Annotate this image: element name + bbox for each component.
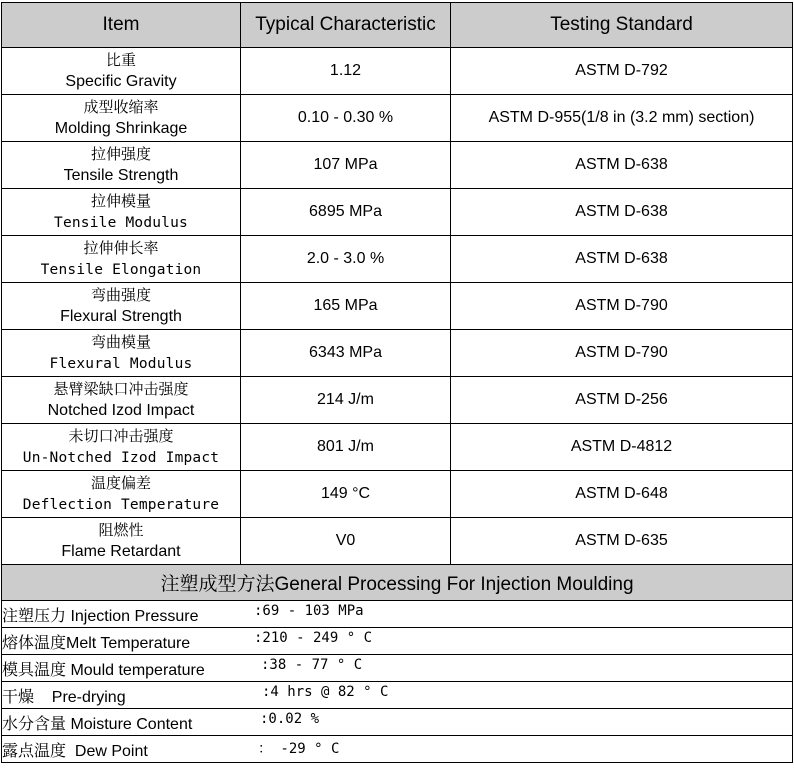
header-testing-standard: Testing Standard (451, 3, 793, 48)
item-name-zh: 悬臂梁缺口冲击强度 (53, 380, 189, 398)
value-cell: 6895 MPa (241, 189, 451, 236)
processing-label: 露点温度 Dew Point (2, 742, 148, 760)
item-name-zh: 阻燃性 (98, 521, 144, 539)
item-name-zh: 弯曲模量 (90, 333, 151, 351)
table-row (2, 424, 793, 471)
item-cell (2, 95, 241, 142)
value-cell: 801 J/m (241, 424, 451, 471)
header-typical-characteristic: Typical Characteristic (241, 3, 451, 48)
processing-section-header (2, 565, 793, 601)
item-cell (2, 189, 241, 236)
item-name-en: Flexural Modulus (49, 356, 193, 372)
processing-value: ： -29 ° C (258, 740, 340, 757)
processing-label: 注塑压力 Injection Pressure (2, 607, 199, 625)
processing-row (2, 682, 793, 709)
processing-row (2, 736, 793, 763)
item-name-zh: 成型收缩率 (83, 98, 159, 116)
value-cell: 149 °C (241, 471, 451, 518)
item-name-en: Deflection Temperature (22, 497, 220, 513)
value-cell: 0.10 - 0.30 % (241, 95, 451, 142)
processing-cell (2, 601, 793, 628)
item-name-zh: 拉伸强度 (90, 145, 151, 163)
processing-value: :38 - 77 ° C (261, 656, 363, 673)
item-cell (2, 236, 241, 283)
item-name-zh: 拉伸伸长率 (83, 239, 159, 257)
processing-label: 模具温度 Mould temperature (2, 661, 205, 679)
item-name-en: Un-Notched Izod Impact (22, 450, 220, 466)
table-row (2, 48, 793, 95)
standard-cell: ASTM D-790 (451, 283, 793, 330)
item-cell (2, 471, 241, 518)
value-cell: V0 (241, 518, 451, 565)
value-cell: 165 MPa (241, 283, 451, 330)
value-cell: 107 MPa (241, 142, 451, 189)
processing-row (2, 655, 793, 682)
item-cell (2, 48, 241, 95)
table-row (2, 283, 793, 330)
item-name-en: Tensile Elongation (40, 262, 202, 278)
value-cell: 2.0 - 3.0 % (241, 236, 451, 283)
item-name-en: Flame Retardant (61, 543, 181, 560)
processing-value: :0.02 % (260, 710, 320, 727)
table-row (2, 189, 793, 236)
standard-cell: ASTM D-955(1/8 in (3.2 mm) section) (451, 95, 793, 142)
processing-value: :69 - 103 MPa (254, 602, 364, 619)
item-name-en: Specific Gravity (65, 73, 177, 90)
table-row (2, 377, 793, 424)
processing-row (2, 628, 793, 655)
item-cell (2, 424, 241, 471)
value-cell: 214 J/m (241, 377, 451, 424)
properties-body (2, 48, 793, 763)
table-row (2, 142, 793, 189)
item-name-en: Tensile Modulus (54, 215, 188, 231)
standard-cell: ASTM D-256 (451, 377, 793, 424)
item-name-zh: 比重 (105, 51, 136, 69)
processing-label: 熔体温度Melt Temperature (2, 634, 191, 652)
processing-cell (2, 628, 793, 655)
processing-value: :210 - 249 ° C (254, 629, 373, 646)
standard-cell: ASTM D-648 (451, 471, 793, 518)
item-name-zh: 弯曲强度 (90, 286, 151, 304)
value-cell: 1.12 (241, 48, 451, 95)
item-name-en: Notched Izod Impact (47, 402, 195, 419)
table-row (2, 236, 793, 283)
item-cell (2, 283, 241, 330)
standard-cell: ASTM D-638 (451, 142, 793, 189)
item-cell (2, 518, 241, 565)
item-name-zh: 拉伸模量 (90, 192, 151, 210)
header-item: Item (2, 3, 241, 48)
standard-cell: ASTM D-638 (451, 189, 793, 236)
item-cell (2, 330, 241, 377)
table-header-row (2, 3, 793, 48)
processing-cell (2, 736, 793, 763)
processing-value: :4 hrs @ 82 ° C (262, 683, 389, 700)
processing-title: 注塑成型方法General Processing For Injection Moulding (2, 565, 793, 601)
processing-cell (2, 682, 793, 709)
processing-row (2, 709, 793, 736)
item-name-zh: 温度偏差 (90, 474, 151, 492)
table-row (2, 518, 793, 565)
table-row (2, 471, 793, 518)
standard-cell: ASTM D-790 (451, 330, 793, 377)
processing-cell (2, 709, 793, 736)
item-cell (2, 377, 241, 424)
value-cell: 6343 MPa (241, 330, 451, 377)
item-name-en: Molding Shrinkage (54, 120, 188, 137)
item-name-zh: 未切口冲击强度 (68, 427, 174, 445)
processing-label: 水分含量 Moisture Content (2, 715, 193, 733)
item-name-en: Flexural Strength (60, 308, 182, 325)
table-row (2, 330, 793, 377)
processing-row (2, 601, 793, 628)
standard-cell: ASTM D-4812 (451, 424, 793, 471)
standard-cell: ASTM D-635 (451, 518, 793, 565)
item-name-en: Tensile Strength (63, 167, 179, 184)
processing-label: 干燥 Pre-drying (2, 688, 126, 706)
item-cell (2, 142, 241, 189)
properties-table (1, 2, 793, 763)
standard-cell: ASTM D-638 (451, 236, 793, 283)
table-row (2, 95, 793, 142)
processing-cell (2, 655, 793, 682)
standard-cell: ASTM D-792 (451, 48, 793, 95)
